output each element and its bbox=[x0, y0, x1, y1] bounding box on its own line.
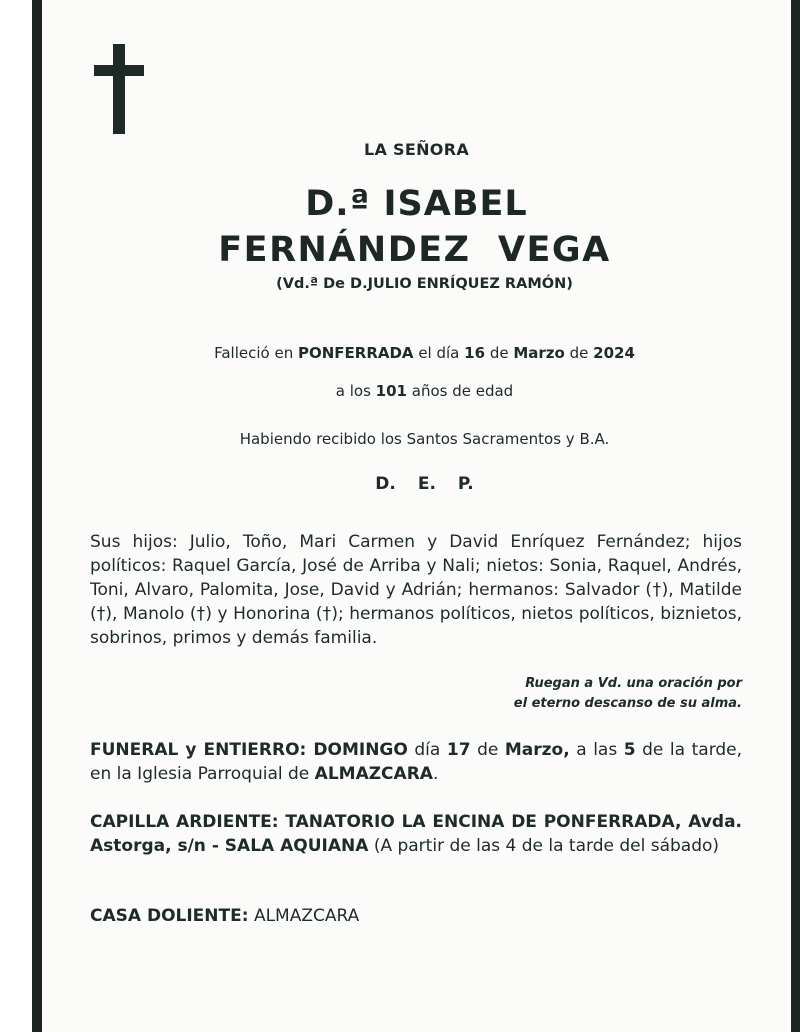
right-border bbox=[791, 0, 800, 1032]
funeral-paragraph: FUNERAL y ENTIERRO: DOMINGO día 17 de Marzo, a las 5 de la tarde, en la Iglesia Parroquial de ALMAZCARA. bbox=[90, 740, 743, 784]
cross-icon bbox=[94, 44, 144, 134]
dep-line: D. E. P. bbox=[375, 474, 474, 494]
family-paragraph: Sus hijos: Julio, Toño, Mari Carmen y David Enríquez Fernández; hijos políticos: Raquel García, José de Arriba y Nali; nietos: Sonia, Raquel, Andrés, Toni, Alvaro, Palomita, Jose, David y Adrián; hermanos: Salvador (†), Matilde (†), Manolo (†) y Honorina (†); hermanos políticos, nietos políticos, biznietos, sobrinos, primos y demás familia. bbox=[90, 532, 742, 648]
title-label: LA SEÑORA bbox=[364, 140, 469, 159]
capilla-paragraph: CAPILLA ARDIENTE: TANATORIO LA ENCINA DE PONFERRADA, Avda. Astorga, s/n - SALA AQUIANA (A partir de las 4 de la tarde del sábado) bbox=[90, 812, 742, 856]
sacraments-line: Habiendo recibido los Santos Sacramentos y B.A. bbox=[239, 430, 610, 448]
deceased-name-line2: FERNÁNDEZ VEGA bbox=[218, 230, 611, 270]
deceased-name-line1: D.ª ISABEL bbox=[305, 184, 528, 224]
left-border bbox=[32, 0, 42, 1032]
death-date-line: Falleció en PONFERRADA el día 16 de Marzo de 2024 bbox=[214, 344, 635, 362]
widow-of: (Vd.ª De D.JULIO ENRÍQUEZ RAMÓN) bbox=[276, 276, 573, 292]
prayer-request: Ruegan a Vd. una oración por el eterno descanso de su alma. bbox=[513, 676, 742, 711]
age-line: a los 101 años de edad bbox=[335, 382, 514, 400]
casa-doliente: CASA DOLIENTE: ALMAZCARA bbox=[90, 906, 360, 926]
